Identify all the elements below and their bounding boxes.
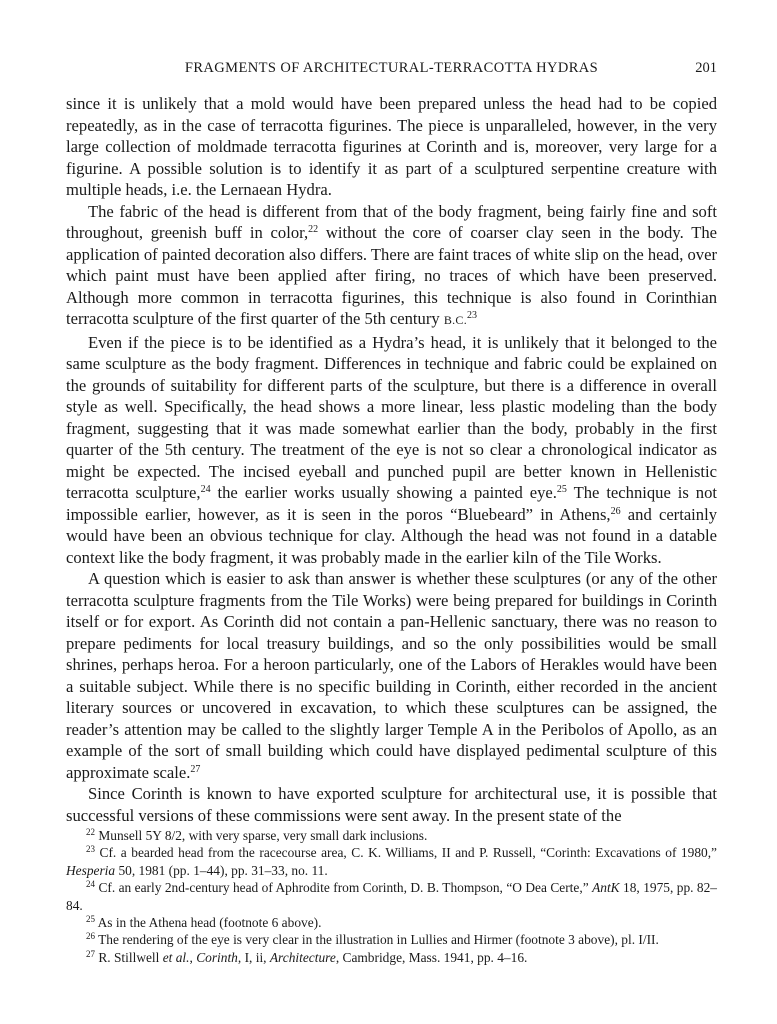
footnote-text: Cf. a bearded head from the racecourse area, C. K. Williams, II and P. Russell, “Corinth: Excavations of 1980,” bbox=[99, 845, 717, 861]
footnote-24 bbox=[66, 879, 717, 914]
paragraph-4 bbox=[66, 568, 717, 783]
paragraph-1 bbox=[66, 93, 717, 201]
footnote-text: , Cambridge, Mass. 1941, pp. 4–16. bbox=[335, 949, 528, 965]
paragraph-text: The technique is not impossible earlier, however, as it is seen in the poros “Bluebeard” in Athens, bbox=[66, 483, 717, 524]
journal-title: Hesperia bbox=[66, 862, 116, 878]
running-title: FRAGMENTS OF ARCHITECTURAL-TERRACOTTA HYDRAS bbox=[184, 60, 599, 76]
footnote-ref[interactable]: 26 bbox=[610, 505, 621, 517]
footnote-number: 23 bbox=[86, 844, 95, 855]
paragraph-5 bbox=[66, 783, 717, 826]
body-text bbox=[66, 93, 717, 826]
page-number: 201 bbox=[695, 60, 717, 76]
footnote-number: 22 bbox=[86, 827, 95, 837]
footnote-text: Munsell 5Y 8/2, with very sparse, very small dark inclusions. bbox=[98, 828, 428, 843]
footnote-text: Cf. an early 2nd-century head of Aphrodite from Corinth, D. B. Thompson, “O Dea Certe,” bbox=[98, 880, 593, 896]
footnote-26 bbox=[66, 931, 717, 948]
footnote-text: , bbox=[189, 949, 197, 965]
italic-term: et al. bbox=[162, 949, 190, 965]
footnote-number: 26 bbox=[86, 931, 95, 942]
footnote-number: 24 bbox=[86, 879, 95, 890]
journal-title: AntK bbox=[592, 880, 620, 896]
paragraph-text: and certainly would have been an obvious technique for clay. Although the head was not found in a datable context like the body fragment, it was probably made in the earlier kiln of the Tile Works. bbox=[66, 504, 717, 567]
paragraph-2 bbox=[66, 201, 717, 332]
book-title: Architecture bbox=[269, 949, 336, 965]
footnotes bbox=[66, 827, 717, 966]
footnote-22 bbox=[66, 827, 717, 844]
book-title: Corinth bbox=[196, 949, 238, 965]
paragraph-3 bbox=[66, 332, 717, 569]
footnote-text: , I, ii, bbox=[237, 949, 270, 965]
footnote-27 bbox=[66, 949, 717, 966]
paragraph-text: the earlier works usually showing a painted eye. bbox=[210, 483, 557, 502]
footnote-text: R. Stillwell bbox=[98, 949, 163, 965]
paragraph-text: Even if the piece is to be identified as a Hydra’s head, it is unlikely that it belonged to the same sculpture as the body fragment. Differences in technique and fabric could be explained on the grounds of suitability for different parts of the sculpture, but there is a difference in overall style as well. Specifically, the head shows a more linear, less plastic modeling than the body fragment, suggesting that it was made somewhat earlier than the body, probably in the first quarter of the 5th century. The treatment of the eye is not so clear a chronological indicator as might be expected. The incised eyeball and punched pupil are better known in Hellenistic terracotta sculpture, bbox=[66, 332, 717, 502]
footnote-ref[interactable]: 22 bbox=[308, 224, 319, 235]
footnote-23 bbox=[66, 844, 717, 879]
footnote-25 bbox=[66, 914, 717, 931]
footnote-text: The rendering of the eye is very clear in the illustration in Lullies and Hirmer (footnote 3 above), pl. I/II. bbox=[98, 932, 659, 948]
paragraph-text: without the core of coarser clay seen in the body. The application of painted decoration also differs. There are faint traces of white slip on the head, over which paint must have been applied after firing, no traces of which have been preserved. Although more common in terracotta figurines, this technique is also found in Corinthian terracotta sculpture of the first quarter of the 5th century bbox=[66, 223, 717, 328]
footnote-ref[interactable]: 27 bbox=[190, 763, 201, 775]
footnote-number: 25 bbox=[86, 914, 95, 925]
paragraph-text: Since Corinth is known to have exported sculpture for architectural use, it is possible that successful versions of these commissions were sent away. In the present state of the bbox=[66, 784, 717, 825]
paragraph-text: The fabric of the head is different from that of the body fragment, being fairly fine and soft throughout, greenish buff in color, bbox=[66, 201, 717, 242]
footnote-text: As in the Athena head (footnote 6 above). bbox=[97, 915, 322, 931]
footnote-number: 27 bbox=[86, 948, 95, 959]
paragraph-text: since it is unlikely that a mold would have been prepared unless the head had to be copied repeatedly, as in the case of terracotta figurines. The piece is unparalleled, however, in the very large collection of moldmade terracotta figurines at Corinth and is, moreover, very large for a figurine. A possible solution is to identify it as part of a sculptured serpentine creature with multiple heads, i.e. the Lernaean Hydra. bbox=[66, 94, 717, 199]
footnote-text: 50, 1981 (pp. 1–44), pp. 31–33, no. 11. bbox=[115, 862, 328, 878]
footnote-text: 18, 1975, pp. 82–84. bbox=[66, 880, 717, 913]
footnote-ref[interactable]: 23 bbox=[467, 310, 478, 321]
footnote-ref[interactable]: 24 bbox=[200, 484, 211, 495]
footnote-ref[interactable]: 25 bbox=[556, 484, 567, 495]
era-abbreviation: B.C. bbox=[443, 313, 468, 327]
paragraph-text: A question which is easier to ask than answer is whether these sculptures (or any of the other terracotta sculpture fragments from the Tile Works) were being prepared for buildings in Corinth itself or for export. As Corinth did not contain a pan-Hellenic sanctuary, there was no reason to prepare pediments for local treasury buildings, and so the only possibilities would be small shrines, perhaps heroa. For a heroon particularly, one of the Labors of Herakles would have been a suitable subject. While there is no specific building in Corinth, either recorded in the ancient literary sources or uncovered in excavation, to which these sculptures can be assigned, the reader’s attention may be called to the slightly larger Temple A in the Peribolos of Apollo, as an example of the sort of small building which could have displayed pedimental sculpture of this approximate scale. bbox=[66, 569, 717, 782]
running-head bbox=[66, 60, 717, 82]
